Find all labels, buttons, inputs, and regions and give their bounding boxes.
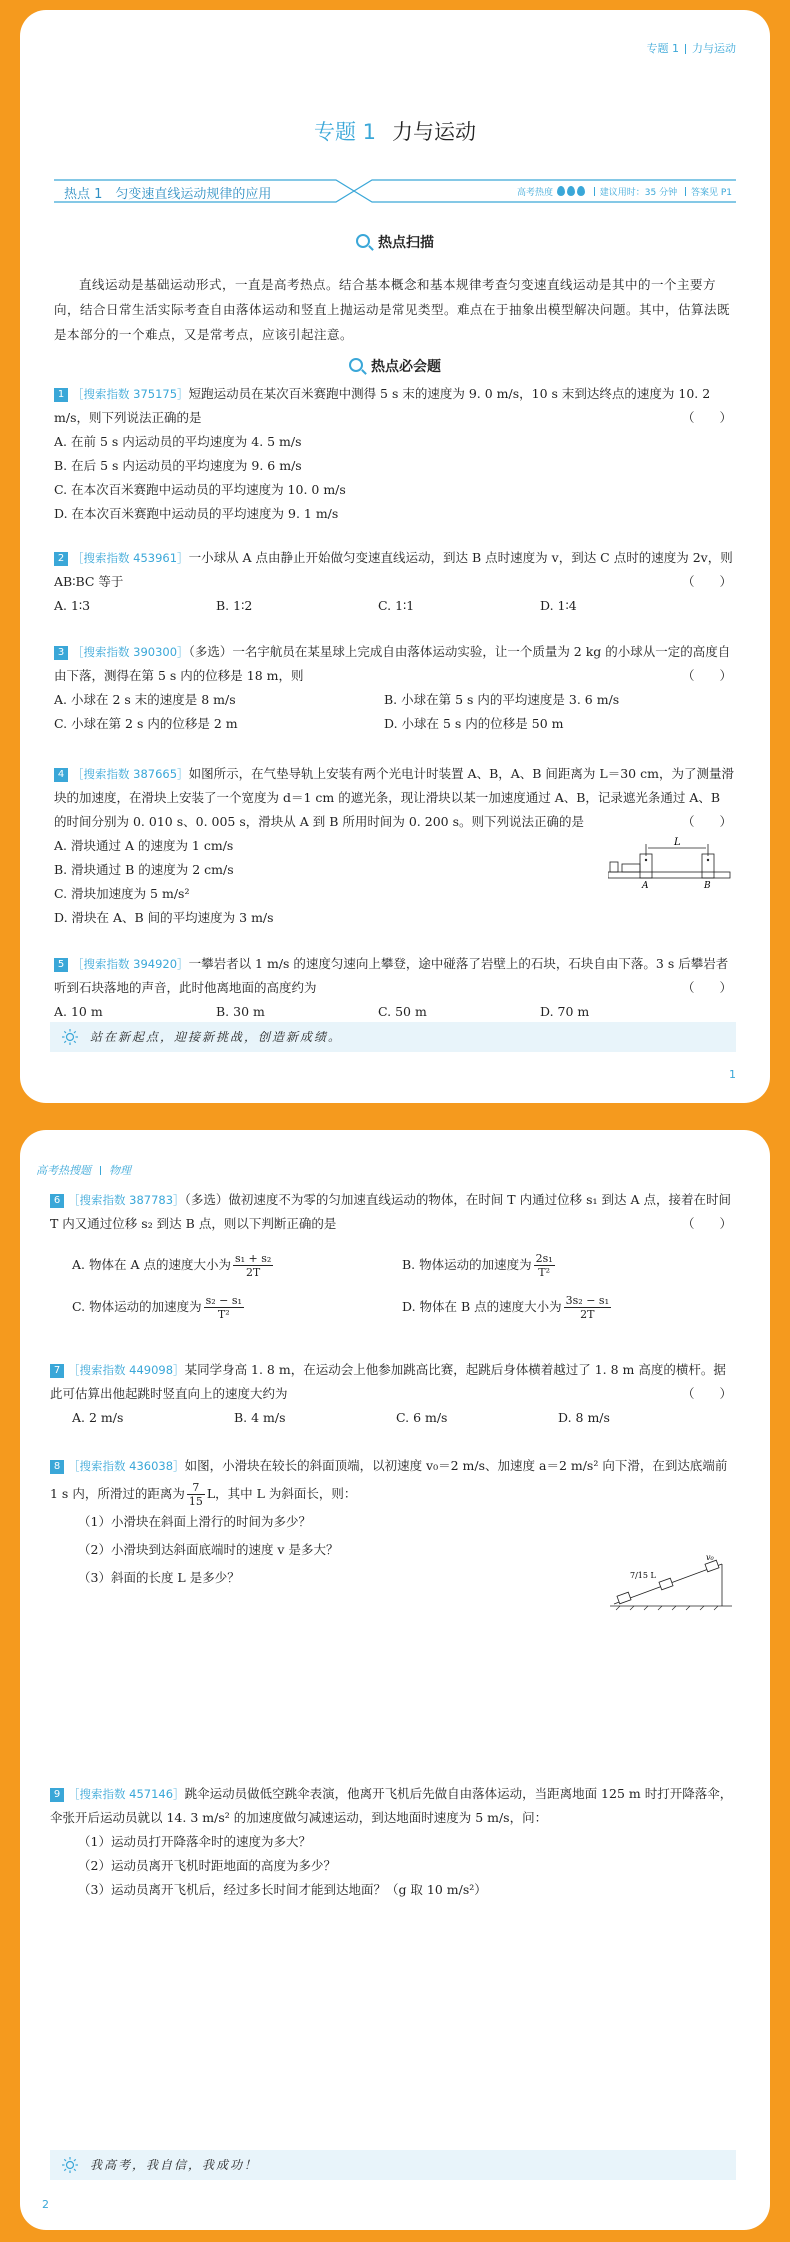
sub-question-1: （1）运动员打开降落伞时的速度为多大？ — [78, 1834, 311, 1849]
page-title — [20, 116, 770, 146]
fraction — [204, 1294, 244, 1321]
option-d: D. 小球在 5 s 内的位移是 50 m — [384, 716, 564, 731]
answer-blank: （ ） — [681, 1216, 732, 1231]
page-2 — [20, 1130, 770, 2230]
header-title: 力与运动 — [692, 42, 736, 55]
search-index: ［搜索指数 390300］ — [72, 645, 189, 659]
option-b: B. 在后 5 s 内运动员的平均速度为 9. 6 m/s — [54, 458, 302, 473]
option-a: A. 小球在 2 s 末的速度是 8 m/s — [54, 692, 236, 707]
question-number: 4 — [54, 768, 68, 782]
question-1 — [54, 382, 736, 526]
air-track-figure — [608, 836, 736, 892]
search-index: ［搜索指数 453961］ — [72, 551, 189, 565]
question-stem: 短跑运动员在某次百米赛跑中测得 5 s 末的速度为 9. 0 m/s，10 s 末到达终点的速度为 10. 2 m/s，则下列说法正确的是 — [54, 386, 711, 425]
question-5 — [54, 952, 736, 1024]
sub-question-1: （1）小滑块在斜面上滑行的时间为多少？ — [78, 1514, 311, 1529]
suggested-time: 建议用时：35 分钟 — [599, 188, 678, 198]
option-c: C. 滑块加速度为 5 m/s² — [54, 886, 190, 901]
scan-heading-text: 热点扫描 — [378, 235, 434, 251]
section-must-heading — [20, 356, 770, 376]
flame-icon — [567, 186, 575, 196]
option-a: A. 2 m/s — [72, 1410, 124, 1425]
option-d — [402, 1294, 732, 1321]
fraction — [534, 1252, 555, 1279]
option-a: A. 滑块通过 A 的速度为 1 cm/s — [54, 838, 234, 853]
option-c-text: C. 物体运动的加速度为 — [72, 1299, 202, 1314]
option-d-text: D. 物体在 B 点的速度大小为 — [402, 1299, 562, 1314]
section-scan-heading — [20, 232, 770, 252]
answer-blank: （ ） — [681, 668, 732, 683]
option-a-text: A. 物体在 A 点的速度大小为 — [72, 1257, 231, 1272]
option-c: C. 1∶1 — [378, 598, 415, 613]
option-b: B. 4 m/s — [234, 1410, 286, 1425]
denominator: 15 — [188, 1495, 203, 1508]
question-stem-tail: L，其中 L 为斜面长，则： — [206, 1486, 357, 1501]
sun-icon — [62, 2157, 78, 2173]
question-number: 8 — [50, 1460, 64, 1474]
option-d: D. 8 m/s — [558, 1410, 610, 1425]
answer-blank: （ ） — [681, 574, 732, 589]
question-stem: 一小球从 A 点由静止开始做匀变速直线运动，到达 B 点时速度为 v，到达 C 点时的速度为 2v，则 AB∶BC 等于 — [54, 550, 733, 589]
option-c: C. 小球在第 2 s 内的位移是 2 m — [54, 716, 238, 731]
option-b: B. 1∶2 — [216, 598, 253, 613]
figure-label-a: A — [642, 881, 649, 891]
subject-name: 物理 — [109, 1164, 131, 1177]
answer-ref: 答案见 P1 — [690, 188, 732, 198]
denominator: T² — [217, 1308, 230, 1321]
hot-point-bar — [54, 176, 736, 206]
numerator: s₁ + s₂ — [234, 1252, 272, 1265]
question-number: 3 — [54, 646, 68, 660]
question-2 — [54, 546, 736, 618]
option-a: A. 1∶3 — [54, 598, 91, 613]
fraction — [233, 1252, 273, 1279]
option-c — [72, 1294, 402, 1321]
figure-label-l: L — [674, 837, 681, 848]
figure-label-fraction: 7/15 L — [630, 1571, 656, 1580]
incline-figure — [610, 1554, 734, 1614]
hot-point-label: 热点 1 匀变速直线运动规律的应用 — [64, 187, 272, 202]
must-heading-text: 热点必会题 — [371, 359, 441, 375]
footer-text: 我高考，我自信，我成功！ — [90, 2158, 259, 2172]
search-index: ［搜索指数 449098］ — [68, 1363, 185, 1377]
question-number: 7 — [50, 1364, 64, 1378]
denominator: 2T — [245, 1266, 261, 1279]
figure-label-b: B — [704, 881, 711, 891]
option-c: C. 6 m/s — [396, 1410, 448, 1425]
option-d: D. 1∶4 — [540, 598, 577, 613]
option-a: A. 在前 5 s 内运动员的平均速度为 4. 5 m/s — [54, 434, 302, 449]
numerator: s₂ − s₁ — [205, 1294, 242, 1307]
search-index: ［搜索指数 457146］ — [68, 1787, 185, 1801]
option-d: D. 在本次百米赛跑中运动员的平均速度为 9. 1 m/s — [54, 506, 339, 521]
question-9 — [50, 1782, 736, 1902]
title-number: 专题 1 — [313, 120, 377, 144]
denominator: T² — [538, 1266, 551, 1279]
search-index: ［搜索指数 394920］ — [72, 957, 189, 971]
running-header — [36, 1162, 131, 1178]
intro-paragraph: 直线运动是基础运动形式，一直是高考热点。结合基本概念和基本规律考查匀变速直线运动是其中的一个主要方向，结合日常生活实际考查自由落体运动和竖直上抛运动是常见类型。难点在于抽象出模型解决问题。其中，估算法既是本部分的一个难点，又是常考点，应该引起注意。 — [54, 277, 731, 342]
footer-text: 站在新起点，迎接新挑战，创造新成绩。 — [90, 1030, 343, 1044]
numerator: 2s₁ — [535, 1252, 553, 1265]
magnifier-icon — [356, 234, 370, 248]
answer-blank: （ ） — [681, 1386, 732, 1401]
heat-label: 高考热度 — [517, 188, 554, 198]
question-stem: （多选）一名宇航员在某星球上完成自由落体运动实验，让一个质量为 2 kg 的小球从一定的高度自由下落，测得在第 5 s 内的位移是 18 m，则 — [54, 644, 731, 683]
question-3 — [54, 640, 736, 736]
option-a — [72, 1252, 402, 1279]
search-index: ［搜索指数 375175］ — [72, 387, 189, 401]
question-number: 2 — [54, 552, 68, 566]
question-stem: 如图，小滑块在较长的斜面顶端，以初速度 v₀＝2 m/s、加速度 a＝2 m/s² 向下滑，在到达底端前 1 s 内，所滑过的距离为 — [50, 1458, 728, 1501]
option-b: B. 小球在第 5 s 内的平均速度是 3. 6 m/s — [384, 692, 620, 707]
hot-point-meta — [517, 185, 732, 198]
option-d: D. 滑块在 A、B 间的平均速度为 3 m/s — [54, 910, 274, 925]
question-number: 5 — [54, 958, 68, 972]
footer-motto — [50, 1022, 736, 1052]
flame-icon — [557, 186, 565, 196]
title-text: 力与运动 — [392, 120, 477, 144]
option-c: C. 50 m — [378, 1004, 427, 1019]
brand-name: 高考热搜题 — [36, 1164, 91, 1177]
page-number: 2 — [42, 2198, 49, 2211]
option-a: A. 10 m — [54, 1004, 103, 1019]
option-c: C. 在本次百米赛跑中运动员的平均速度为 10. 0 m/s — [54, 482, 346, 497]
question-stem: 跳伞运动员做低空跳伞表演，他离开飞机后先做自由落体运动，当距离地面 125 m 时打开降落伞，伞张开后运动员就以 14. 3 m/s² 的加速度做匀减速运动，到达地面时速度为 5 m/s，问： — [50, 1786, 733, 1825]
question-stem: （多选）做初速度不为零的匀加速直线运动的物体，在时间 T 内通过位移 s₁ 到达 A 点，接着在时间 T 内又通过位移 s₂ 到达 B 点，则以下判断正确的是 — [50, 1192, 731, 1231]
answer-blank: （ ） — [681, 410, 732, 425]
option-b — [402, 1252, 732, 1279]
footer-motto — [50, 2150, 736, 2180]
denominator: 2T — [580, 1308, 595, 1321]
question-number: 1 — [54, 388, 68, 402]
flame-icon — [577, 186, 585, 196]
numerator: 7 — [187, 1481, 205, 1495]
question-number: 9 — [50, 1788, 64, 1802]
page-1 — [20, 10, 770, 1103]
sub-question-3: （3）运动员离开飞机后，经过多长时间才能到达地面？（g 取 10 m/s²） — [78, 1882, 487, 1897]
answer-blank: （ ） — [681, 980, 732, 995]
question-stem: 如图所示，在气垫导轨上安装有两个光电计时装置 A、B，A、B 间距离为 L＝30 cm，为了测量滑块的加速度，在滑块上安装了一个宽度为 d＝1 cm 的遮光条，现让滑块以某一加速度通过 A、B，记录遮光条通过 A、B 的时间分别为 0. 010 s、0. 005 s，滑块从 A 到 B 所用时间为 0. 200 s。则下列说法正确的是 — [54, 766, 734, 829]
option-b-text: B. 物体运动的加速度为 — [402, 1257, 532, 1272]
search-index: ［搜索指数 436038］ — [68, 1459, 185, 1473]
answer-blank: （ ） — [681, 814, 732, 829]
magnifier-icon — [349, 358, 363, 372]
option-b: B. 滑块通过 B 的速度为 2 cm/s — [54, 862, 234, 877]
sun-icon — [62, 1029, 78, 1045]
fraction — [564, 1294, 611, 1321]
option-d: D. 70 m — [540, 1004, 590, 1019]
header-topic: 专题 1 — [646, 42, 679, 55]
search-index: ［搜索指数 387665］ — [72, 767, 189, 781]
question-stem: 某同学身高 1. 8 m，在运动会上他参加跳高比赛，起跳后身体横着越过了 1. 8 m 高度的横杆。据此可估算出他起跳时竖直向上的速度大约为 — [50, 1362, 726, 1401]
running-header — [647, 40, 737, 56]
sub-question-2: （2）运动员离开飞机时距地面的高度为多少？ — [78, 1858, 336, 1873]
fraction — [187, 1481, 205, 1508]
option-b: B. 30 m — [216, 1004, 265, 1019]
question-7 — [50, 1358, 736, 1430]
sub-question-2: （2）小滑块到达斜面底端时的速度 v 是多大？ — [78, 1542, 339, 1557]
question-6 — [50, 1188, 736, 1236]
figure-label-v0: v₀ — [706, 1554, 714, 1562]
search-index: ［搜索指数 387783］ — [68, 1193, 185, 1207]
question-stem: 一攀岩者以 1 m/s 的速度匀速向上攀登，途中碰落了岩壁上的石块，石块自由下落。3 s 后攀岩者听到石块落地的声音，此时他离地面的高度约为 — [54, 956, 729, 995]
sub-question-3: （3）斜面的长度 L 是多少？ — [78, 1570, 240, 1585]
question-number: 6 — [50, 1194, 64, 1208]
page-number: 1 — [729, 1068, 736, 1081]
numerator: 3s₂ − s₁ — [565, 1294, 609, 1307]
